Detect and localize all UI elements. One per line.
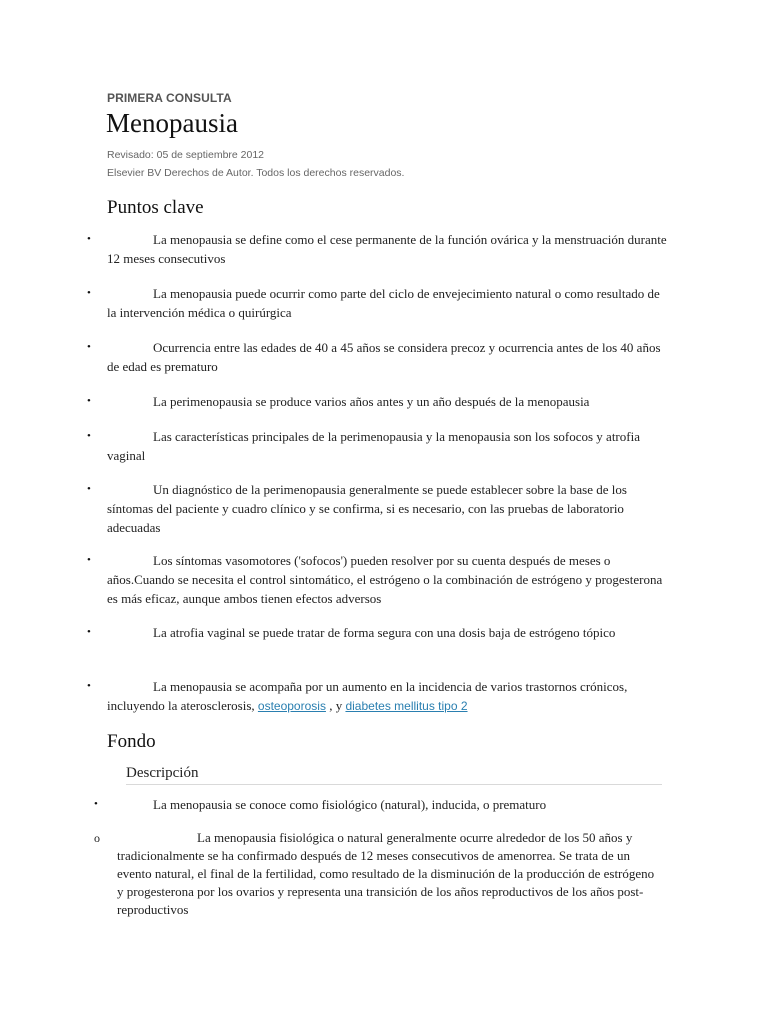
list-item: Un diagnóstico de la perimenopausia generalmente se puede establecer sobre la base de los síntomas del paciente y cuadro clínico y se confirma, si es necesario, con las pruebas de laboratorio adecuadas <box>107 482 627 535</box>
list-item: La atrofia vaginal se puede tratar de forma segura con una dosis baja de estrógeno tópico <box>153 625 616 640</box>
bullet-icon: • <box>87 430 91 442</box>
list-item: Ocurrencia entre las edades de 40 a 45 años se considera precoz y ocurrencia antes de los 40 años de edad es prematuro <box>107 340 661 374</box>
list-item-text: La menopausia se acompaña por un aumento en la incidencia de varios trastornos crónicos, incluyendo la aterosclerosis, <box>107 679 628 713</box>
list-item: Los síntomas vasomotores ('sofocos') pueden resolver por su cuenta después de meses o años.Cuando se necesita el control sintomático, el estrógeno o la combinación de estrógeno y progesterona es más eficaz, aunque ambos tienen efectos adversos <box>107 553 663 606</box>
list-item <box>107 677 667 716</box>
document-category: PRIMERA CONSULTA <box>107 91 232 105</box>
diabetes-link[interactable]: diabetes mellitus tipo 2 <box>345 699 468 713</box>
list-item: La menopausia se define como el cese permanente de la función ovárica y la menstruación durante 12 meses consecutivos <box>107 232 667 266</box>
bullet-icon: • <box>87 341 91 353</box>
sub-bullet-icon: o <box>94 831 100 845</box>
page-title: Menopausia <box>106 108 238 138</box>
list-item: La menopausia se conoce como fisiológico (natural), inducida, o prematuro <box>153 797 547 812</box>
section-divider <box>126 784 662 785</box>
bullet-icon: • <box>87 554 91 566</box>
key-points-heading: Puntos clave <box>107 197 204 218</box>
list-item: Las características principales de la perimenopausia y la menopausia son los sofocos y atrofia vaginal <box>107 429 640 463</box>
list-item: La menopausia puede ocurrir como parte del ciclo de envejecimiento natural o como resultado de la intervención médica o quirúrgica <box>107 286 660 320</box>
osteoporosis-link[interactable]: osteoporosis <box>257 699 326 713</box>
sub-list-item: La menopausia fisiológica o natural generalmente ocurre alrededor de los 50 años y tradicionalmente se ha confirmado después de 12 meses consecutivos de amenorrea. Se trata de un evento natural, el final de la fertilidad, como resultado de la disminución de la producción de estrógeno y progesterona por los ovarios y representa una transición de los años reproductivos de los años post-reproductivos <box>117 830 655 917</box>
bullet-icon: • <box>87 680 91 692</box>
list-item-text: , y <box>325 698 346 713</box>
bullet-icon: • <box>87 287 91 299</box>
list-item: La perimenopausia se produce varios años antes y un año después de la menopausia <box>153 394 590 409</box>
revised-date: Revisado: 05 de septiembre 2012 <box>107 149 265 161</box>
bullet-icon: • <box>87 483 91 495</box>
bullet-icon: • <box>87 233 91 245</box>
description-subheading: Descripción <box>126 765 199 781</box>
background-heading: Fondo <box>107 731 156 752</box>
bullet-icon: • <box>94 798 98 810</box>
copyright-notice: Elsevier BV Derechos de Autor. Todos los derechos reservados. <box>107 167 405 179</box>
bullet-icon: • <box>87 626 91 638</box>
bullet-icon: • <box>87 395 91 407</box>
